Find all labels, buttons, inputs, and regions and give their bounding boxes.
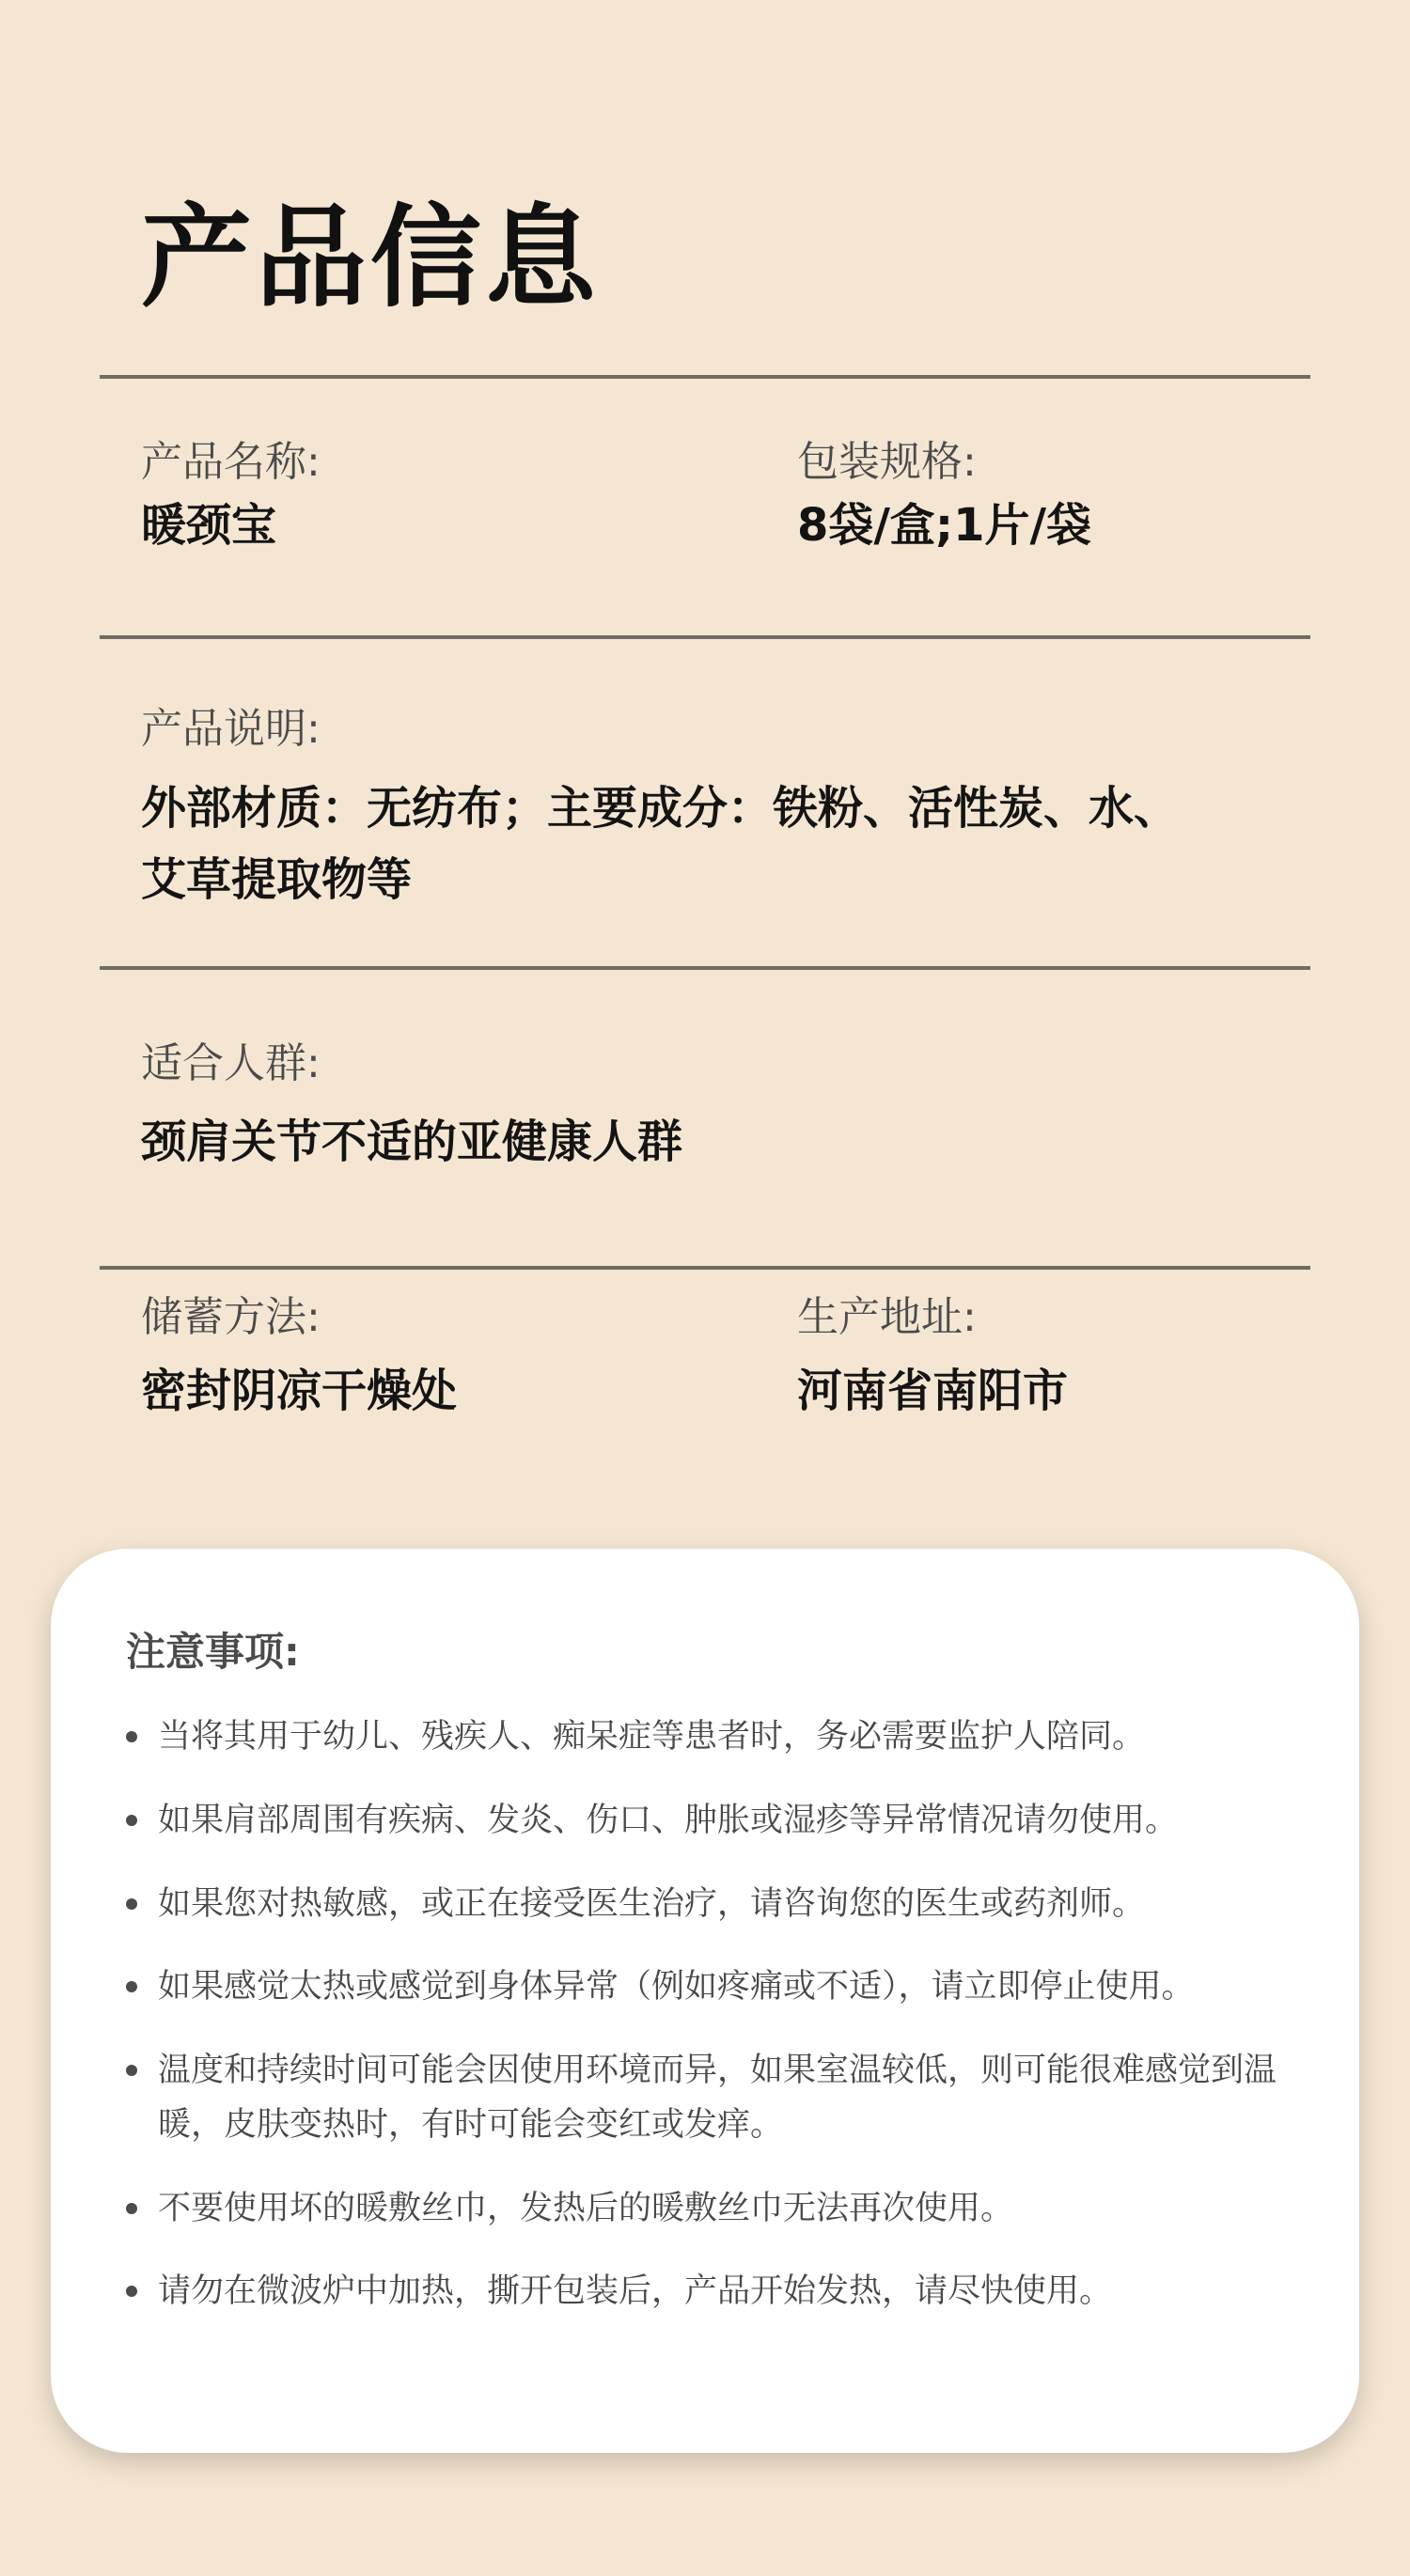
storage-method-value: 密封阴凉干燥处: [141, 1365, 458, 1417]
bullet-icon: [126, 1898, 137, 1910]
target-audience-label: 适合人群:: [141, 1039, 321, 1087]
notice-item: [126, 2044, 1296, 2153]
notice-item: [126, 2265, 1296, 2319]
section-divider: [100, 966, 1310, 970]
storage-method-label: 储蓄方法:: [141, 1293, 321, 1341]
product-name-label: 产品名称:: [141, 438, 321, 486]
section-divider: [100, 635, 1310, 639]
notice-item-text: 如果肩部周围有疾病、发炎、伤口、肿胀或湿疹等异常情况请勿使用。: [158, 1801, 1179, 1839]
notice-item: [126, 1794, 1296, 1849]
package-spec-label: 包装规格:: [797, 438, 977, 486]
section-divider: [100, 375, 1310, 379]
product-description-line-2: 艾草提取物等: [141, 853, 413, 906]
bullet-icon: [126, 1731, 137, 1742]
notice-item: [126, 1878, 1296, 1932]
target-audience-value: 颈肩关节不适的亚健康人群: [141, 1116, 683, 1168]
bullet-icon: [126, 1981, 137, 1992]
notice-list: [126, 1710, 1296, 2319]
product-description-label: 产品说明:: [141, 705, 321, 753]
page-title: 产品信息: [141, 193, 601, 322]
package-spec-value: 8袋/盒;1片/袋: [797, 499, 1092, 552]
notice-item: [126, 2182, 1296, 2237]
bullet-icon: [126, 2286, 137, 2297]
bullet-icon: [126, 2203, 137, 2214]
product-name-value: 暖颈宝: [141, 499, 277, 552]
notice-item-text: 当将其用于幼儿、残疾人、痴呆症等患者时，务必需要监护人陪同。: [158, 1718, 1146, 1756]
production-address-label: 生产地址:: [797, 1293, 977, 1341]
notice-item: [126, 1960, 1296, 2015]
product-description-line-1: 外部材质：无纺布；主要成分：铁粉、活性炭、水、: [141, 782, 1180, 835]
notice-item-text: 如果您对热敏感，或正在接受医生治疗，请咨询您的医生或药剂师。: [158, 1884, 1146, 1923]
notice-item-text: 不要使用坏的暖敷丝巾，发热后的暖敷丝巾无法再次使用。: [158, 2189, 1014, 2227]
notice-item-text: 如果感觉太热或感觉到身体异常（例如疼痛或不适），请立即停止使用。: [158, 1968, 1195, 2006]
notice-title: 注意事项:: [126, 1629, 300, 1675]
notice-item: [126, 1710, 1296, 1765]
section-divider: [100, 1266, 1310, 1270]
notice-item-text: 请勿在微波炉中加热，撕开包装后，产品开始发热，请尽快使用。: [158, 2272, 1113, 2311]
bullet-icon: [126, 2065, 137, 2076]
bullet-icon: [126, 1815, 137, 1826]
notice-item-text: 温度和持续时间可能会因使用环境而异，如果室温较低，则可能很难感觉到温暖，皮肤变热时，有时可能会变红或发痒。: [158, 2052, 1277, 2144]
production-address-value: 河南省南阳市: [797, 1365, 1069, 1417]
